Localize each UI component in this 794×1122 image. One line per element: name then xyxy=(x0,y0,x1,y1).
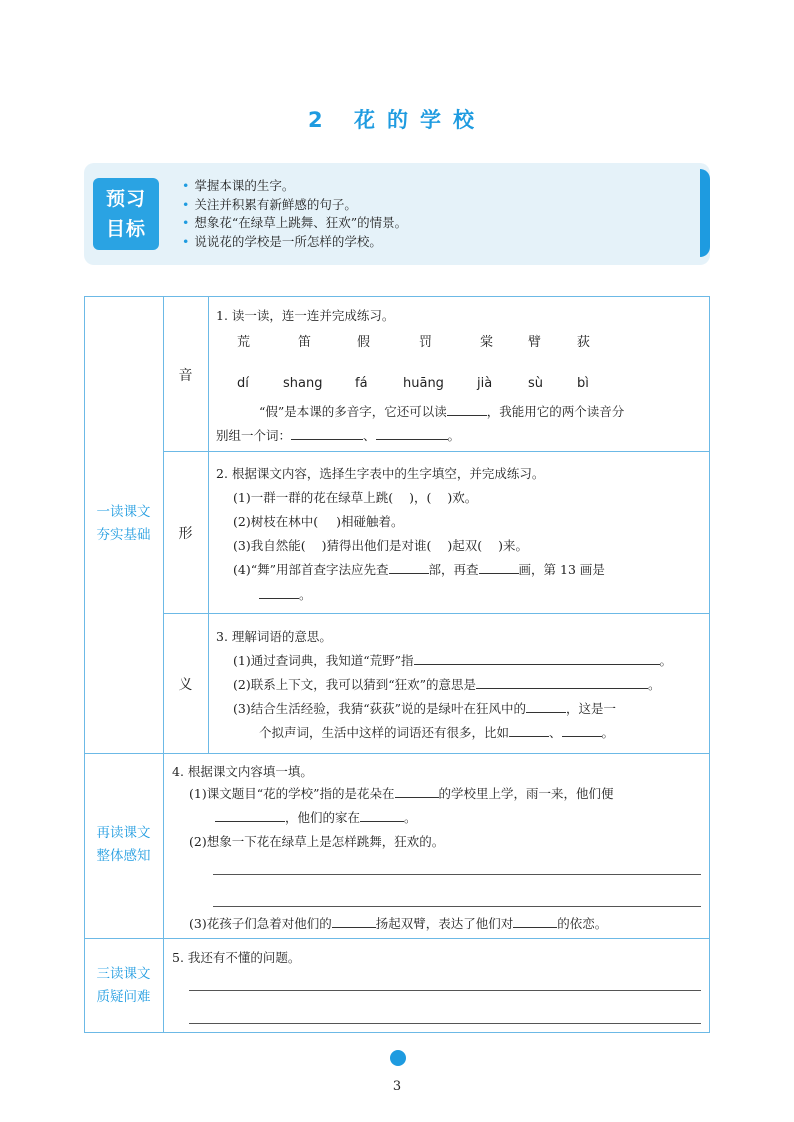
writing-line[interactable] xyxy=(189,990,701,991)
q2-text: )相碰触着。 xyxy=(336,514,404,529)
pinyin-card: shang xyxy=(283,376,323,391)
hanzi-card: 假 xyxy=(357,335,371,350)
goals-badge-line1: 预习 xyxy=(105,188,146,210)
q2-text: 部，再查 xyxy=(428,562,479,577)
q1-text: “假”是本课的多音字，它还可以读 xyxy=(259,404,447,419)
q4-line4 xyxy=(189,914,607,932)
q3-text: (3)结合生活经验，我猜“荻荻”说的是绿叶在狂风中的 xyxy=(233,701,526,716)
q1-text: 别组一个词： xyxy=(216,428,292,443)
pinyin-card: bì xyxy=(577,376,589,391)
answer-blank[interactable] xyxy=(215,808,285,822)
writing-line[interactable] xyxy=(213,874,701,875)
q1-heading: 1. 读一读，连一连并完成练习。 xyxy=(216,308,395,323)
q4-heading: 4. 根据课文内容填一填。 xyxy=(172,764,313,779)
section-label-line: 质疑问难 xyxy=(96,989,151,1005)
section-label-third xyxy=(84,963,163,1009)
q1-text: 、 xyxy=(363,428,376,443)
q3-line1 xyxy=(233,651,672,669)
q4-line1 xyxy=(189,784,614,802)
q3-line4 xyxy=(259,723,614,741)
table-divider xyxy=(84,753,710,754)
goal-item: • 想象花“在绿草上跳舞、狂欢”的情景。 xyxy=(182,214,407,233)
answer-blank[interactable] xyxy=(479,560,519,574)
q2-text: )起双( xyxy=(447,538,483,553)
q1-line2 xyxy=(216,426,460,444)
q2-text: 画，第 13 画是 xyxy=(518,562,605,577)
page-title: 2 花的学校 xyxy=(308,108,486,132)
answer-blank[interactable] xyxy=(259,585,299,599)
section-label-line: 整体感知 xyxy=(96,848,151,864)
q3-line3 xyxy=(233,699,616,717)
section-label-line: 再读课文 xyxy=(96,825,151,841)
q2-text: )猜得出他们是对谁( xyxy=(321,538,432,553)
q4-text: 扬起双臂，表达了他们对 xyxy=(375,916,514,931)
q2-heading: 2. 根据课文内容，选择生字表中的生字填空，并完成练习。 xyxy=(216,466,545,481)
q2-line5 xyxy=(259,585,312,603)
hanzi-card: 棠 xyxy=(480,335,494,350)
pinyin-card: jià xyxy=(477,376,493,391)
q3-text: (1)通过查词典，我知道“荒野”指 xyxy=(233,653,414,668)
q4-text: ，他们的家在 xyxy=(285,810,361,825)
q2-line3 xyxy=(233,536,528,554)
q3-text: 。 xyxy=(659,653,673,668)
answer-blank[interactable] xyxy=(291,426,363,440)
q3-text: ，这是一 xyxy=(566,701,617,716)
section-label-line: 一读课文 xyxy=(96,504,151,520)
q3-heading: 3. 理解词语的意思。 xyxy=(216,629,332,644)
hanzi-card: 笛 xyxy=(298,335,312,350)
q2-line4 xyxy=(233,560,605,578)
answer-blank[interactable] xyxy=(513,914,557,928)
sublabel-sound: 音 xyxy=(178,368,193,384)
page-number: 3 xyxy=(392,1079,402,1094)
q4-text: 。 xyxy=(404,810,417,825)
q3-text: 个拟声词，生活中这样的词语还有很多，比如 xyxy=(259,725,510,740)
answer-blank[interactable] xyxy=(395,784,439,798)
section-label-first xyxy=(84,501,163,547)
goal-item: • 关注并积累有新鲜感的句子。 xyxy=(182,196,407,215)
goal-item: • 说说花的学校是一所怎样的学校。 xyxy=(182,233,407,252)
section-label-second xyxy=(84,822,163,868)
q3-text: (2)联系上下文，我可以猜到“狂欢”的意思是 xyxy=(233,677,476,692)
answer-blank[interactable] xyxy=(414,651,660,665)
q3-line2 xyxy=(233,675,661,693)
hanzi-card: 荻 xyxy=(577,335,591,350)
q2-text: (4)“舞”用部首查字法应先查 xyxy=(233,562,389,577)
q1-text: ，我能用它的两个读音分 xyxy=(486,404,625,419)
q4-line3: (2)想象一下花在绿草上是怎样跳舞，狂欢的。 xyxy=(189,834,445,849)
q3-text: 。 xyxy=(648,677,661,692)
q2-text: (2)树枝在林中( xyxy=(233,514,319,529)
q3-text: 。 xyxy=(601,725,615,740)
hanzi-card: 荒 xyxy=(237,335,251,350)
goals-list xyxy=(182,177,407,251)
q4-text: (3)花孩子们急着对他们的 xyxy=(189,916,332,931)
goal-item: • 掌握本课的生字。 xyxy=(182,177,407,196)
q2-text: )来。 xyxy=(498,538,529,553)
q4-text: 的学校里上学，雨一来，他们便 xyxy=(438,786,614,801)
table-divider xyxy=(163,451,710,452)
q4-text: 的依恋。 xyxy=(557,916,608,931)
q2-text: (3)我自然能( xyxy=(233,538,306,553)
writing-line[interactable] xyxy=(213,906,701,907)
goals-badge-line2: 目标 xyxy=(105,218,146,240)
goals-badge xyxy=(93,178,159,250)
q2-line1 xyxy=(233,488,477,506)
q2-text: 。 xyxy=(299,587,312,602)
sublabel-form: 形 xyxy=(178,526,193,542)
hanzi-card: 臂 xyxy=(528,335,542,350)
q2-text: (1)一群一群的花在绿草上跳( xyxy=(233,490,394,505)
q2-text: )，( xyxy=(409,490,432,505)
q1-line1 xyxy=(259,402,624,420)
answer-blank[interactable] xyxy=(332,914,376,928)
pinyin-card: fá xyxy=(355,376,368,391)
answer-blank[interactable] xyxy=(562,723,602,737)
q3-text: 、 xyxy=(549,725,562,740)
q2-text: )欢。 xyxy=(447,490,478,505)
pinyin-card: sù xyxy=(528,376,544,391)
q5-heading: 5. 我还有不懂的问题。 xyxy=(172,950,301,965)
pinyin-card: dí xyxy=(237,376,249,391)
table-divider xyxy=(84,938,710,939)
q4-text: (1)课文题目“花的学校”指的是花朵在 xyxy=(189,786,395,801)
pinyin-card: huāng xyxy=(403,376,444,391)
answer-blank[interactable] xyxy=(389,560,429,574)
q2-line2 xyxy=(233,512,403,530)
section-label-line: 夯实基础 xyxy=(96,527,151,543)
writing-line[interactable] xyxy=(189,1023,701,1024)
preview-goals-box xyxy=(84,163,710,265)
table-divider xyxy=(163,613,710,614)
answer-blank[interactable] xyxy=(476,675,648,689)
section-label-line: 三读课文 xyxy=(96,966,151,982)
q4-line2 xyxy=(215,808,417,826)
answer-blank[interactable] xyxy=(526,699,566,713)
goals-side-stripe xyxy=(700,169,710,257)
sublabel-meaning: 义 xyxy=(178,677,193,693)
table-divider xyxy=(208,296,209,753)
answer-blank[interactable] xyxy=(447,402,487,416)
q1-text: 。 xyxy=(447,428,461,443)
page-marker-dot xyxy=(390,1050,406,1066)
hanzi-card: 罚 xyxy=(419,335,433,350)
answer-blank[interactable] xyxy=(360,808,404,822)
answer-blank[interactable] xyxy=(376,426,448,440)
table-divider xyxy=(163,296,164,1033)
answer-blank[interactable] xyxy=(509,723,549,737)
